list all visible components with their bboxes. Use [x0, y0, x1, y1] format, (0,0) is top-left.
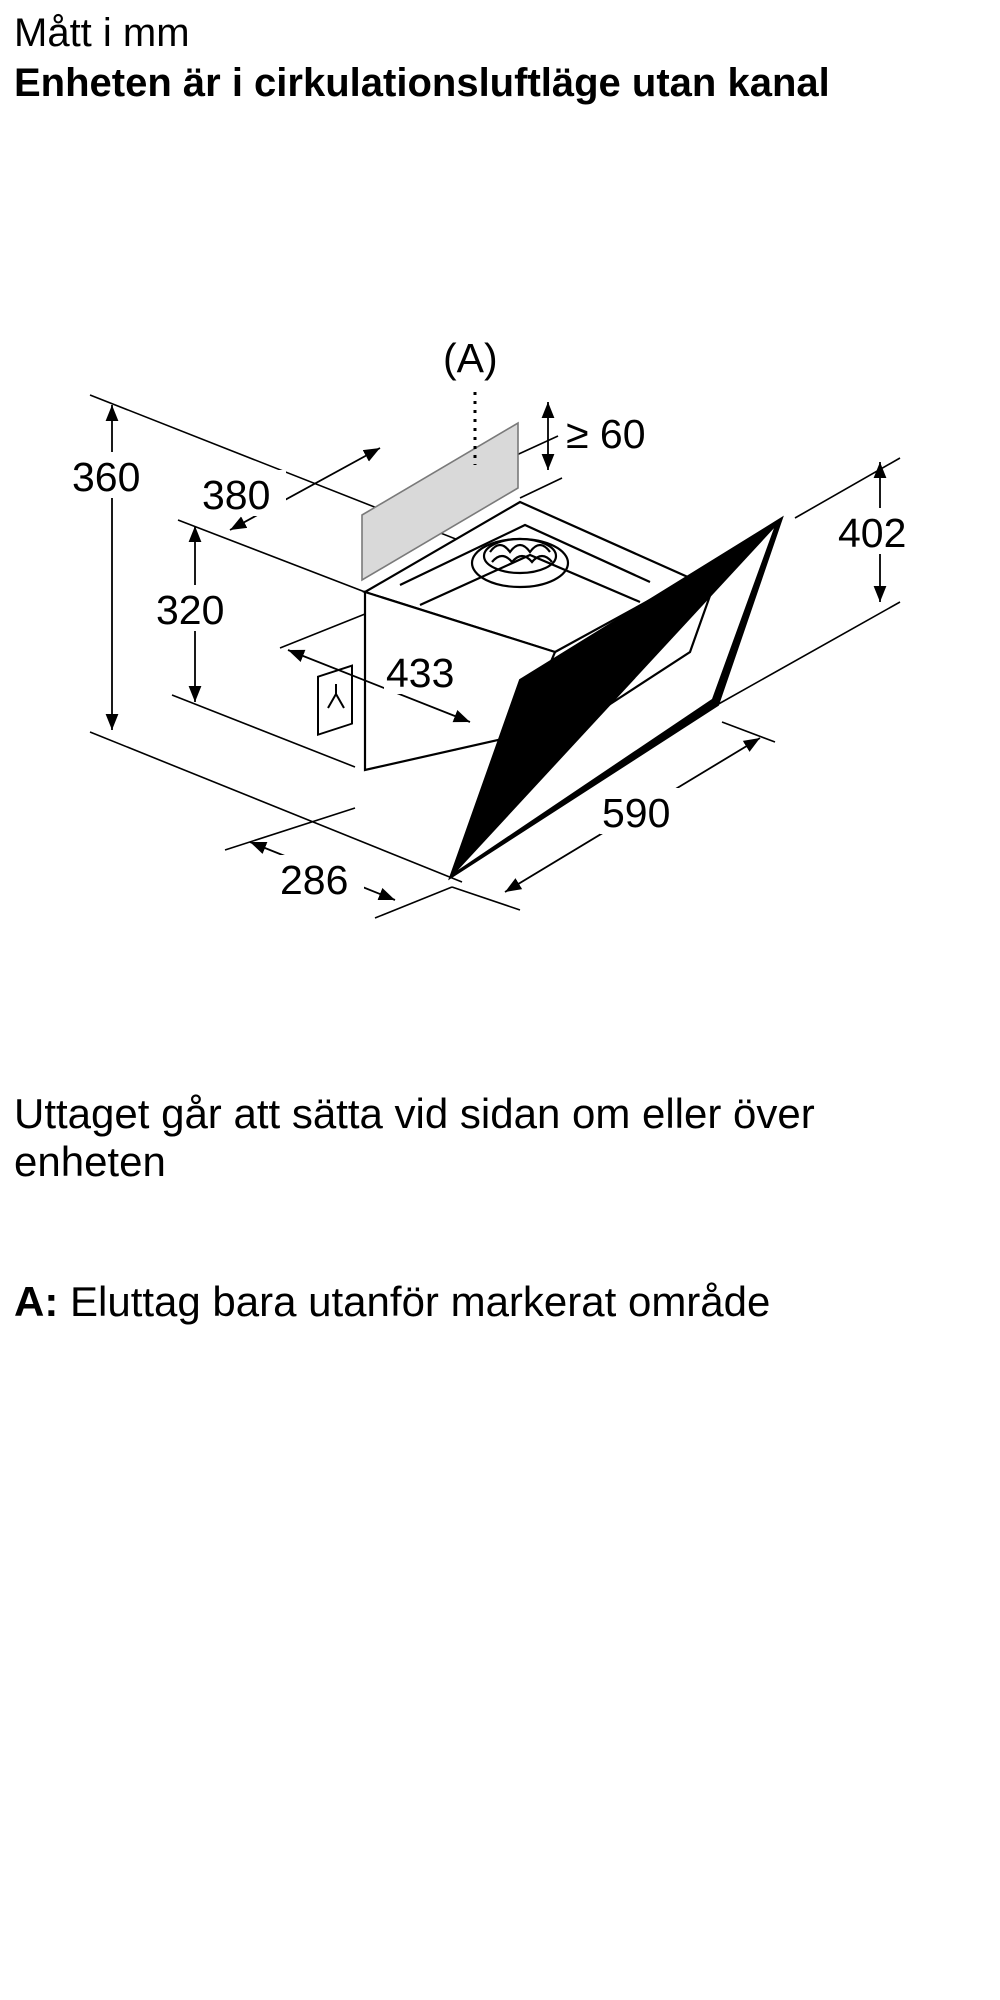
socket-marker-label: (A) — [443, 335, 498, 381]
dim-hood-width: 590 — [602, 790, 671, 836]
socket-placement-note: Uttaget går att sätta vid sidan om eller över enheten — [14, 1090, 815, 1185]
hood-dimension-diagram — [0, 330, 1000, 950]
legend-item-a — [14, 1278, 770, 1326]
dim-cabinet-height: 360 — [72, 454, 141, 500]
dim-bottom-depth: 286 — [280, 857, 349, 903]
dim-hood-height: 402 — [838, 510, 907, 556]
legend-key: A: — [14, 1278, 59, 1325]
page-title: Enheten är i cirkulationsluftläge utan kanal — [14, 61, 830, 105]
units-heading: Mått i mm — [14, 11, 190, 55]
socket-icon — [318, 666, 352, 735]
dim-cabinet-depth: 380 — [202, 472, 271, 518]
legend-text: Eluttag bara utanför markerat område — [70, 1278, 771, 1325]
dim-socket-clearance: ≥ 60 — [566, 411, 646, 457]
dim-body-depth: 433 — [386, 650, 455, 696]
dim-body-height: 320 — [156, 587, 225, 633]
